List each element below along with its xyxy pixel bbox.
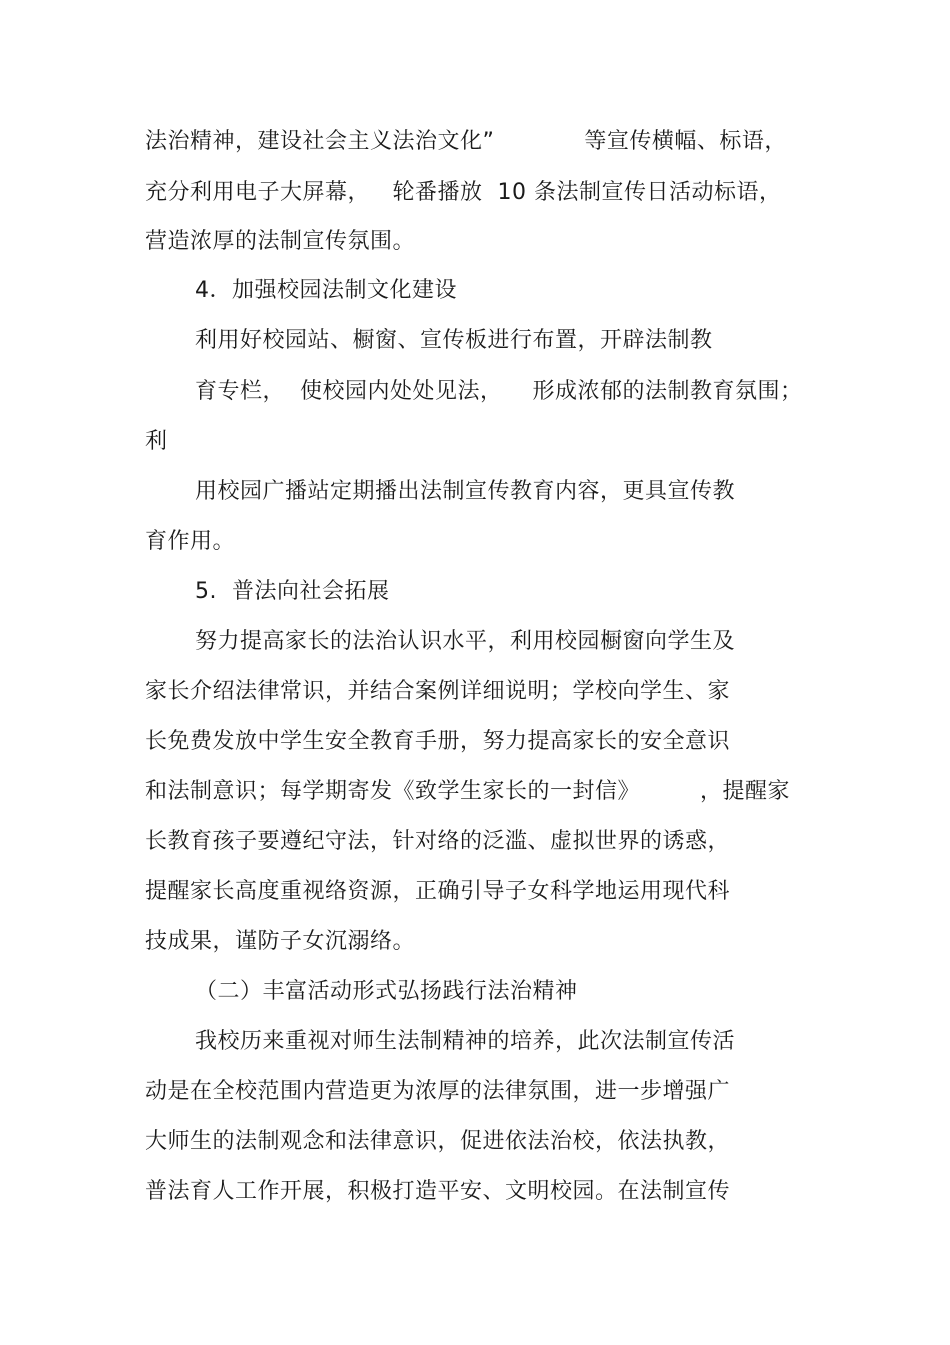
text-line: 和法制意识；每学期寄发《致学生家长的一封信》 ，提醒家 (145, 779, 790, 804)
text-line: 用校园广播站定期播出法制宣传教育内容，更具宣传教 (195, 479, 736, 504)
text-line: 我校历来重视对师生法制精神的培养，此次法制宣传活 (195, 1029, 736, 1054)
text-line: 大师生的法制观念和法律意识，促进依法治校，依法执教， (145, 1129, 731, 1154)
text-line: 利用好校园站、橱窗、宣传板进行布置，开辟法制教 (195, 328, 713, 353)
text-line: 法治精神，建设社会主义法治文化” 等宣传横幅、标语， (145, 129, 787, 154)
text-line: 努力提高家长的法治认识水平，利用校园橱窗向学生及 (195, 629, 736, 654)
text-line: 普法育人工作开展，积极打造平安、文明校园。在法制宣传 (145, 1179, 731, 1204)
section-heading: （二）丰富活动形式弘扬践行法治精神 (195, 979, 578, 1004)
text-line: 育作用。 (145, 529, 236, 554)
text-line: 长免费发放中学生安全教育手册，努力提高家长的安全意识 (145, 729, 731, 754)
text-line: 提醒家长高度重视络资源，正确引导子女科学地运用现代科 (145, 879, 731, 904)
text-line: 动是在全校范围内营造更为浓厚的法律氛围，进一步增强广 (145, 1079, 731, 1104)
text-line: 利 (145, 429, 168, 454)
text-line: 家长介绍法律常识，并结合案例详细说明；学校向学生、家 (145, 679, 731, 704)
text-line: 长教育孩子要遵纪守法，针对络的泛滥、虚拟世界的诱惑， (145, 829, 731, 854)
section-heading: 4．加强校园法制文化建设 (195, 278, 457, 303)
text-line: 充分利用电子大屏幕， 轮番播放 10 条法制宣传日活动标语， (145, 180, 782, 205)
text-line: 营造浓厚的法制宣传氛围。 (145, 229, 416, 254)
text-line: 技成果，谨防子女沉溺络。 (145, 929, 416, 954)
section-heading: 5. 普法向社会拓展 (195, 579, 390, 604)
text-line: 育专栏， 使校园内处处见法， 形成浓郁的法制教育氛围； (195, 379, 803, 404)
